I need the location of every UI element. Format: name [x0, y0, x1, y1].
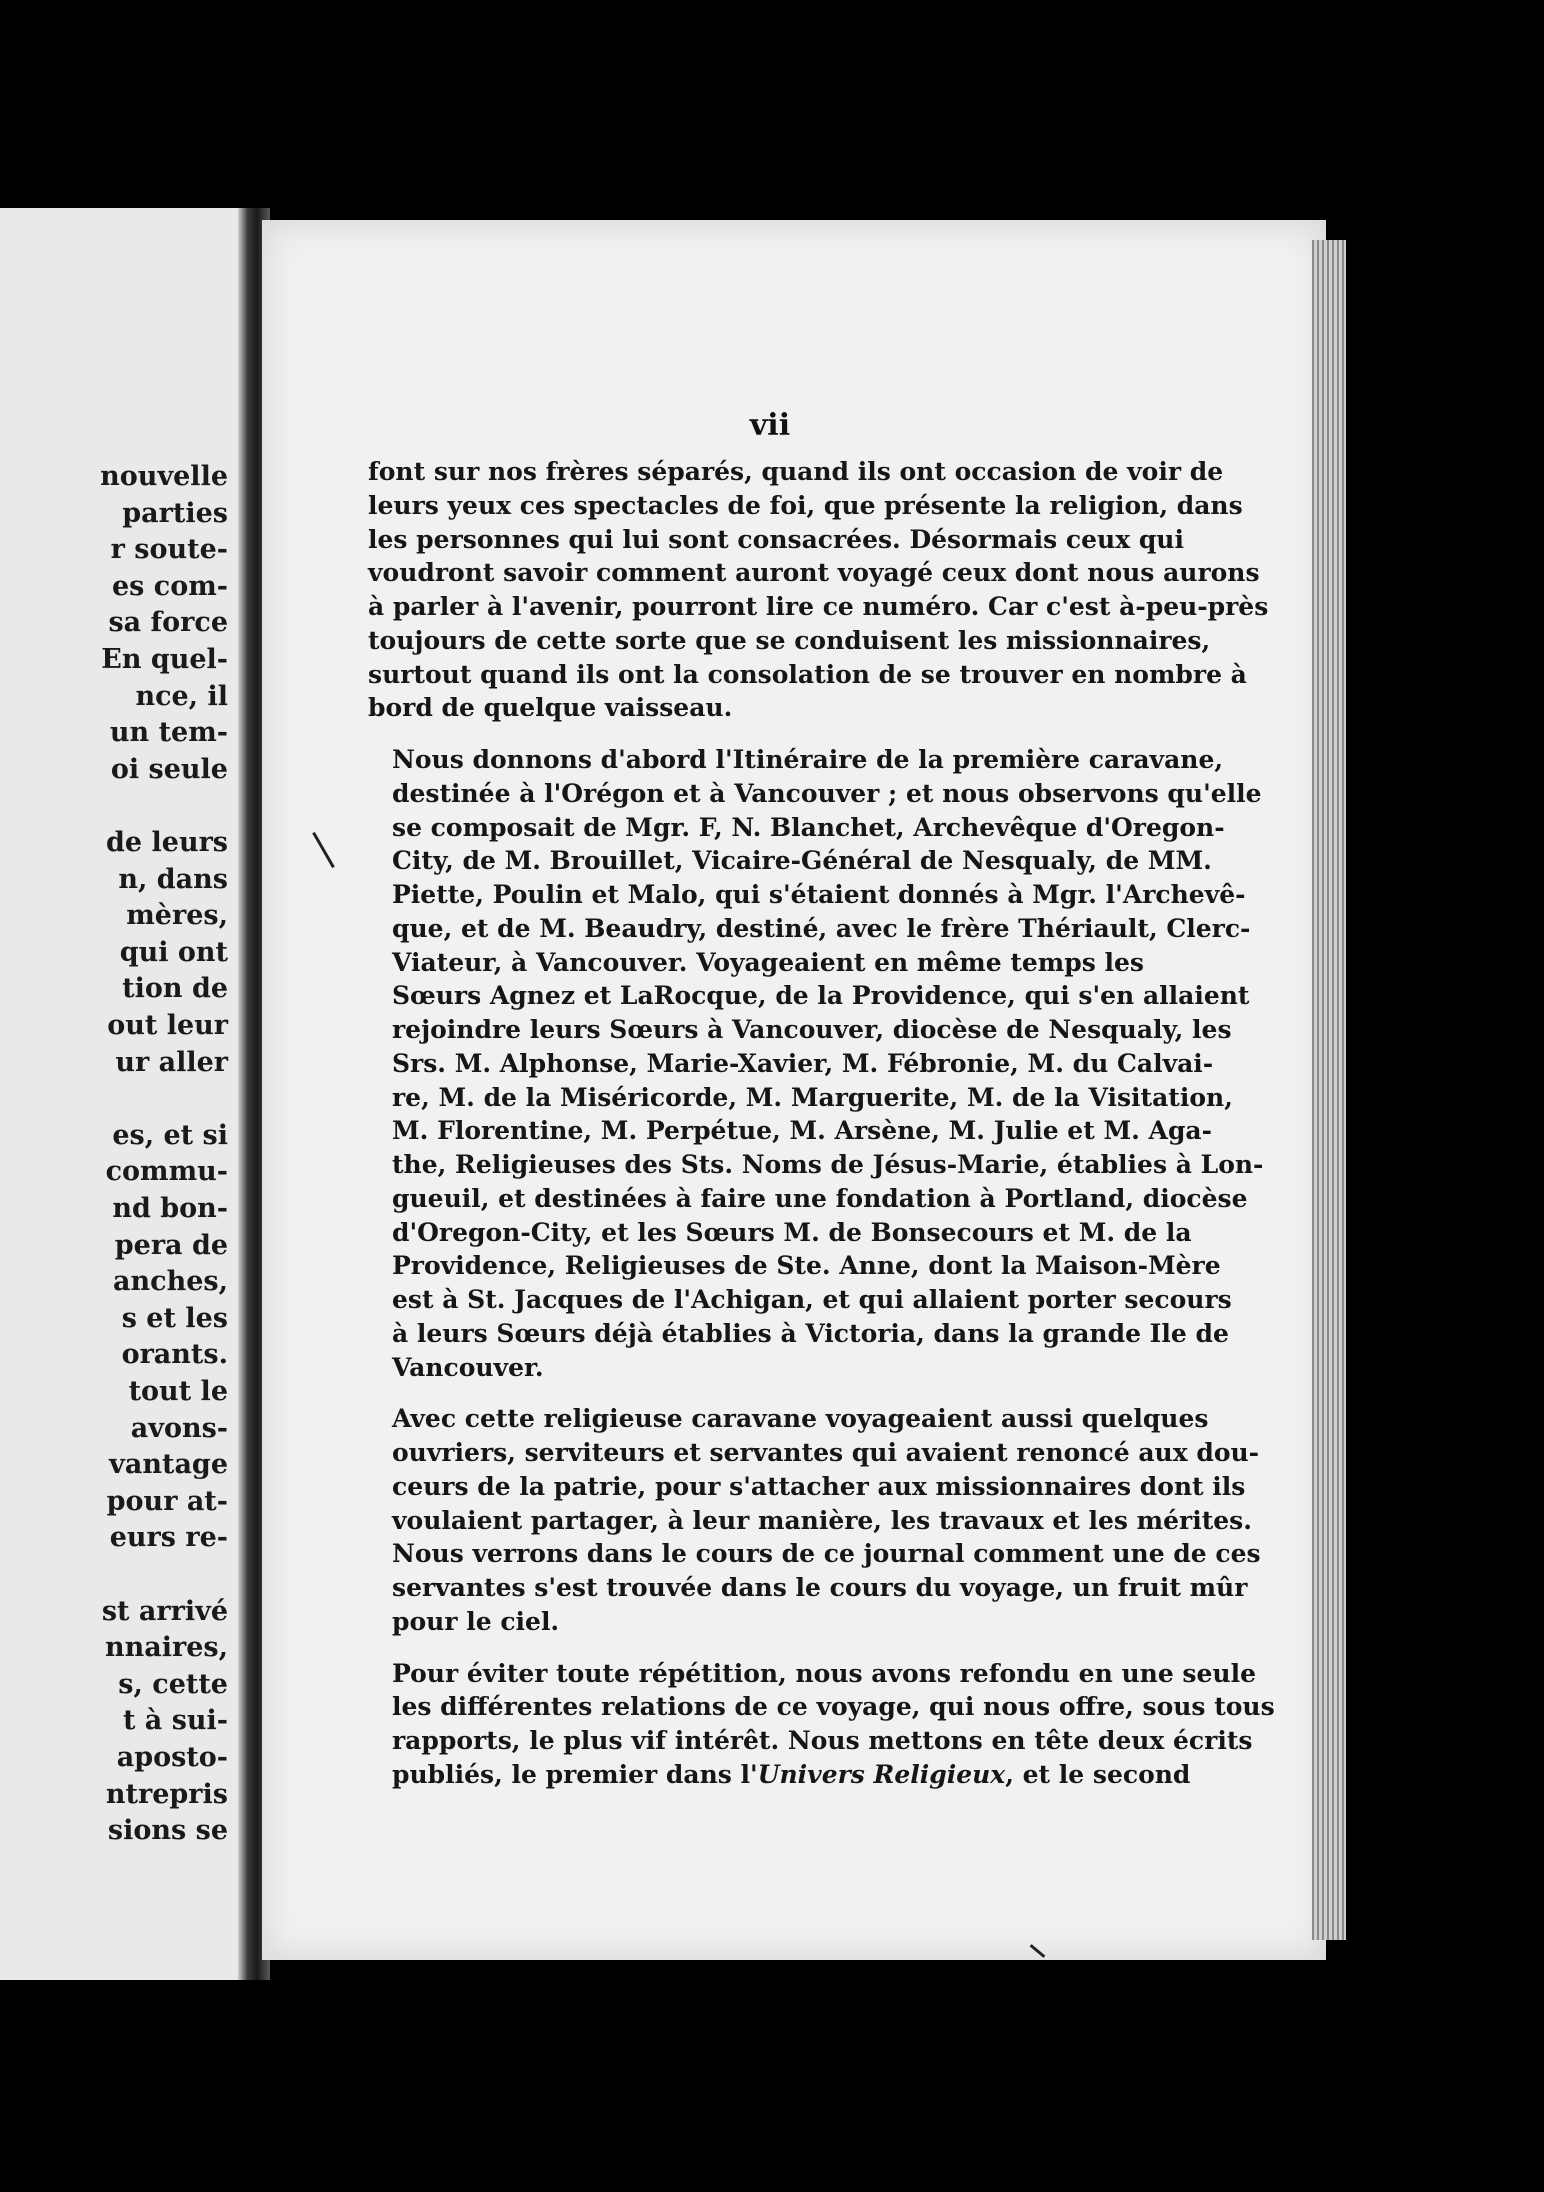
text-line: est à St. Jacques de l'Achigan, et qui allaient porter secours: [392, 1285, 1232, 1314]
text-line: se composait de Mgr. F, N. Blanchet, Archevêque d'Oregon-: [392, 812, 1225, 842]
left-page-line: commu-: [105, 1156, 228, 1188]
left-page-line: sa force: [108, 607, 228, 639]
text-line: Vancouver.: [392, 1352, 544, 1382]
text-line: font sur nos frères séparés, quand ils ont occasion de voir de: [368, 457, 1224, 486]
text-line: Piette, Poulin et Malo, qui s'étaient donnés à Mgr. l'Archevê-: [392, 880, 1246, 909]
left-page-line: ur aller: [115, 1046, 228, 1078]
page-body-text: [368, 455, 1275, 1810]
left-page-line: nd bon-: [112, 1193, 228, 1224]
italic-title: Univers Religieux: [757, 1759, 1006, 1789]
paragraph: [368, 455, 1269, 725]
paragraph: [368, 1402, 1261, 1638]
left-page-line: de leurs: [106, 827, 228, 858]
text-line: Providence, Religieuses de Ste. Anne, dont la Maison-Mère: [392, 1251, 1221, 1281]
left-page-line: es com-: [111, 570, 228, 602]
left-page-line: un tem-: [109, 717, 228, 749]
left-page-line: pera de: [114, 1229, 228, 1261]
text-line: les différentes relations de ce voyage, qui nous offre, sous tous: [392, 1692, 1275, 1722]
left-page-line: es, et si: [112, 1119, 228, 1151]
left-page-line: r soute-: [110, 534, 228, 566]
left-page-line: oi seule: [110, 753, 228, 785]
text-line: Nous verrons dans le cours de ce journal comment une de ces: [392, 1539, 1261, 1569]
text-line: pour le ciel.: [392, 1606, 560, 1636]
left-page-line: st arrivé: [101, 1595, 228, 1627]
text-line: à parler à l'avenir, pourront lire ce numéro. Car c'est à-peu-près: [368, 592, 1269, 621]
left-page-line: avons-: [130, 1412, 228, 1444]
paragraph: [368, 743, 1264, 1384]
left-page-line: qui ont: [119, 936, 228, 968]
left-page-line: mères,: [126, 900, 228, 932]
text-line: voulaient partager, à leur manière, les travaux et les mérites.: [392, 1505, 1252, 1535]
text-line: les personnes qui lui sont consacrées. Désormais ceux qui: [368, 524, 1184, 554]
text-line: [368, 1758, 1191, 1792]
text-line: gueuil, et destinées à faire une fondation à Portland, diocèse: [392, 1183, 1248, 1213]
text-line: destinée à l'Orégon et à Vancouver ; et nous observons qu'elle: [392, 778, 1262, 808]
text-line: re, M. de la Miséricorde, M. Marguerite, M. de la Visitation,: [392, 1082, 1233, 1112]
page-number: vii: [749, 408, 791, 443]
text-fragment: publiés, le premier dans l': [392, 1759, 758, 1789]
text-line: servantes s'est trouvée dans le cours du voyage, un fruit mûr: [392, 1573, 1248, 1602]
left-page-line: tout le: [128, 1376, 228, 1407]
left-page-line: ntrepris: [105, 1778, 228, 1810]
text-line: surtout quand ils ont la consolation de se trouver en nombre à: [368, 659, 1247, 689]
text-line: à leurs Sœurs déjà établies à Victoria, dans la grande Ile de: [392, 1318, 1229, 1348]
text-line: toujours de cette sorte que se conduisent les missionnaires,: [368, 625, 1211, 655]
left-page-line: out leur: [107, 1010, 228, 1041]
paragraph: [368, 1657, 1275, 1792]
page-edge-stack: [1312, 240, 1346, 1940]
left-page-line: nouvelle: [100, 461, 228, 492]
left-page-line: s, cette: [118, 1668, 228, 1700]
text-line: bord de quelque vaisseau.: [368, 693, 733, 723]
left-page-line: aposto-: [116, 1742, 228, 1773]
left-page-line: nnaires,: [104, 1632, 228, 1664]
text-line: rejoindre leurs Sœurs à Vancouver, diocèse de Nesqualy, les: [392, 1015, 1232, 1044]
left-page-line: s et les: [121, 1302, 228, 1334]
text-fragment: , et le second: [1005, 1759, 1191, 1789]
left-page-line: En quel-: [101, 644, 228, 675]
text-line: Srs. M. Alphonse, Marie-Xavier, M. Fébronie, M. du Calvai-: [392, 1048, 1214, 1078]
left-page-line: nce, il: [135, 680, 228, 712]
text-line: voudront savoir comment auront voyagé ceux dont nous aurons: [368, 558, 1260, 588]
text-line: Sœurs Agnez et LaRocque, de la Providence, qui s'en allaient: [392, 981, 1250, 1011]
text-line: Avec cette religieuse caravane voyageaient aussi quelques: [392, 1404, 1209, 1434]
left-page-line: pour at-: [106, 1485, 228, 1517]
text-line: que, et de M. Beaudry, destiné, avec le frère Thériault, Clerc-: [392, 913, 1251, 943]
text-line: City, de M. Brouillet, Vicaire-Général de Nesqualy, de MM.: [392, 846, 1212, 876]
text-line: ceurs de la patrie, pour s'attacher aux missionnaires dont ils: [392, 1471, 1246, 1501]
left-page-fragment: [0, 208, 238, 1980]
text-line: M. Florentine, M. Perpétue, M. Arsène, M. Julie et M. Aga-: [392, 1116, 1212, 1146]
text-line: leurs yeux ces spectacles de foi, que présente la religion, dans: [368, 490, 1243, 520]
left-page-line: tion de: [122, 973, 228, 1005]
text-line: Viateur, à Vancouver. Voyageaient en même temps les: [392, 947, 1144, 977]
text-line: ouvriers, serviteurs et servantes qui avaient renoncé aux dou-: [392, 1438, 1260, 1467]
text-line: d'Oregon-City, et les Sœurs M. de Bonsecours et M. de la: [392, 1217, 1192, 1247]
left-page-line: parties: [122, 497, 228, 529]
text-line: the, Religieuses des Sts. Noms de Jésus-Marie, établies à Lon-: [392, 1150, 1264, 1179]
left-page-line: anches,: [113, 1266, 228, 1298]
left-page-line: n, dans: [118, 863, 228, 895]
text-line: Pour éviter toute répétition, nous avons refondu en une seule: [392, 1658, 1256, 1688]
left-page-line: t à sui-: [122, 1705, 228, 1737]
left-page-line: sions se: [107, 1815, 228, 1847]
text-line: rapports, le plus vif intérêt. Nous mettons en tête deux écrits: [392, 1726, 1253, 1755]
text-line: Nous donnons d'abord l'Itinéraire de la première caravane,: [392, 745, 1224, 774]
left-page-line: eurs re-: [109, 1522, 228, 1554]
left-page-line: vantage: [109, 1449, 228, 1481]
left-page-line: orants.: [121, 1339, 228, 1371]
